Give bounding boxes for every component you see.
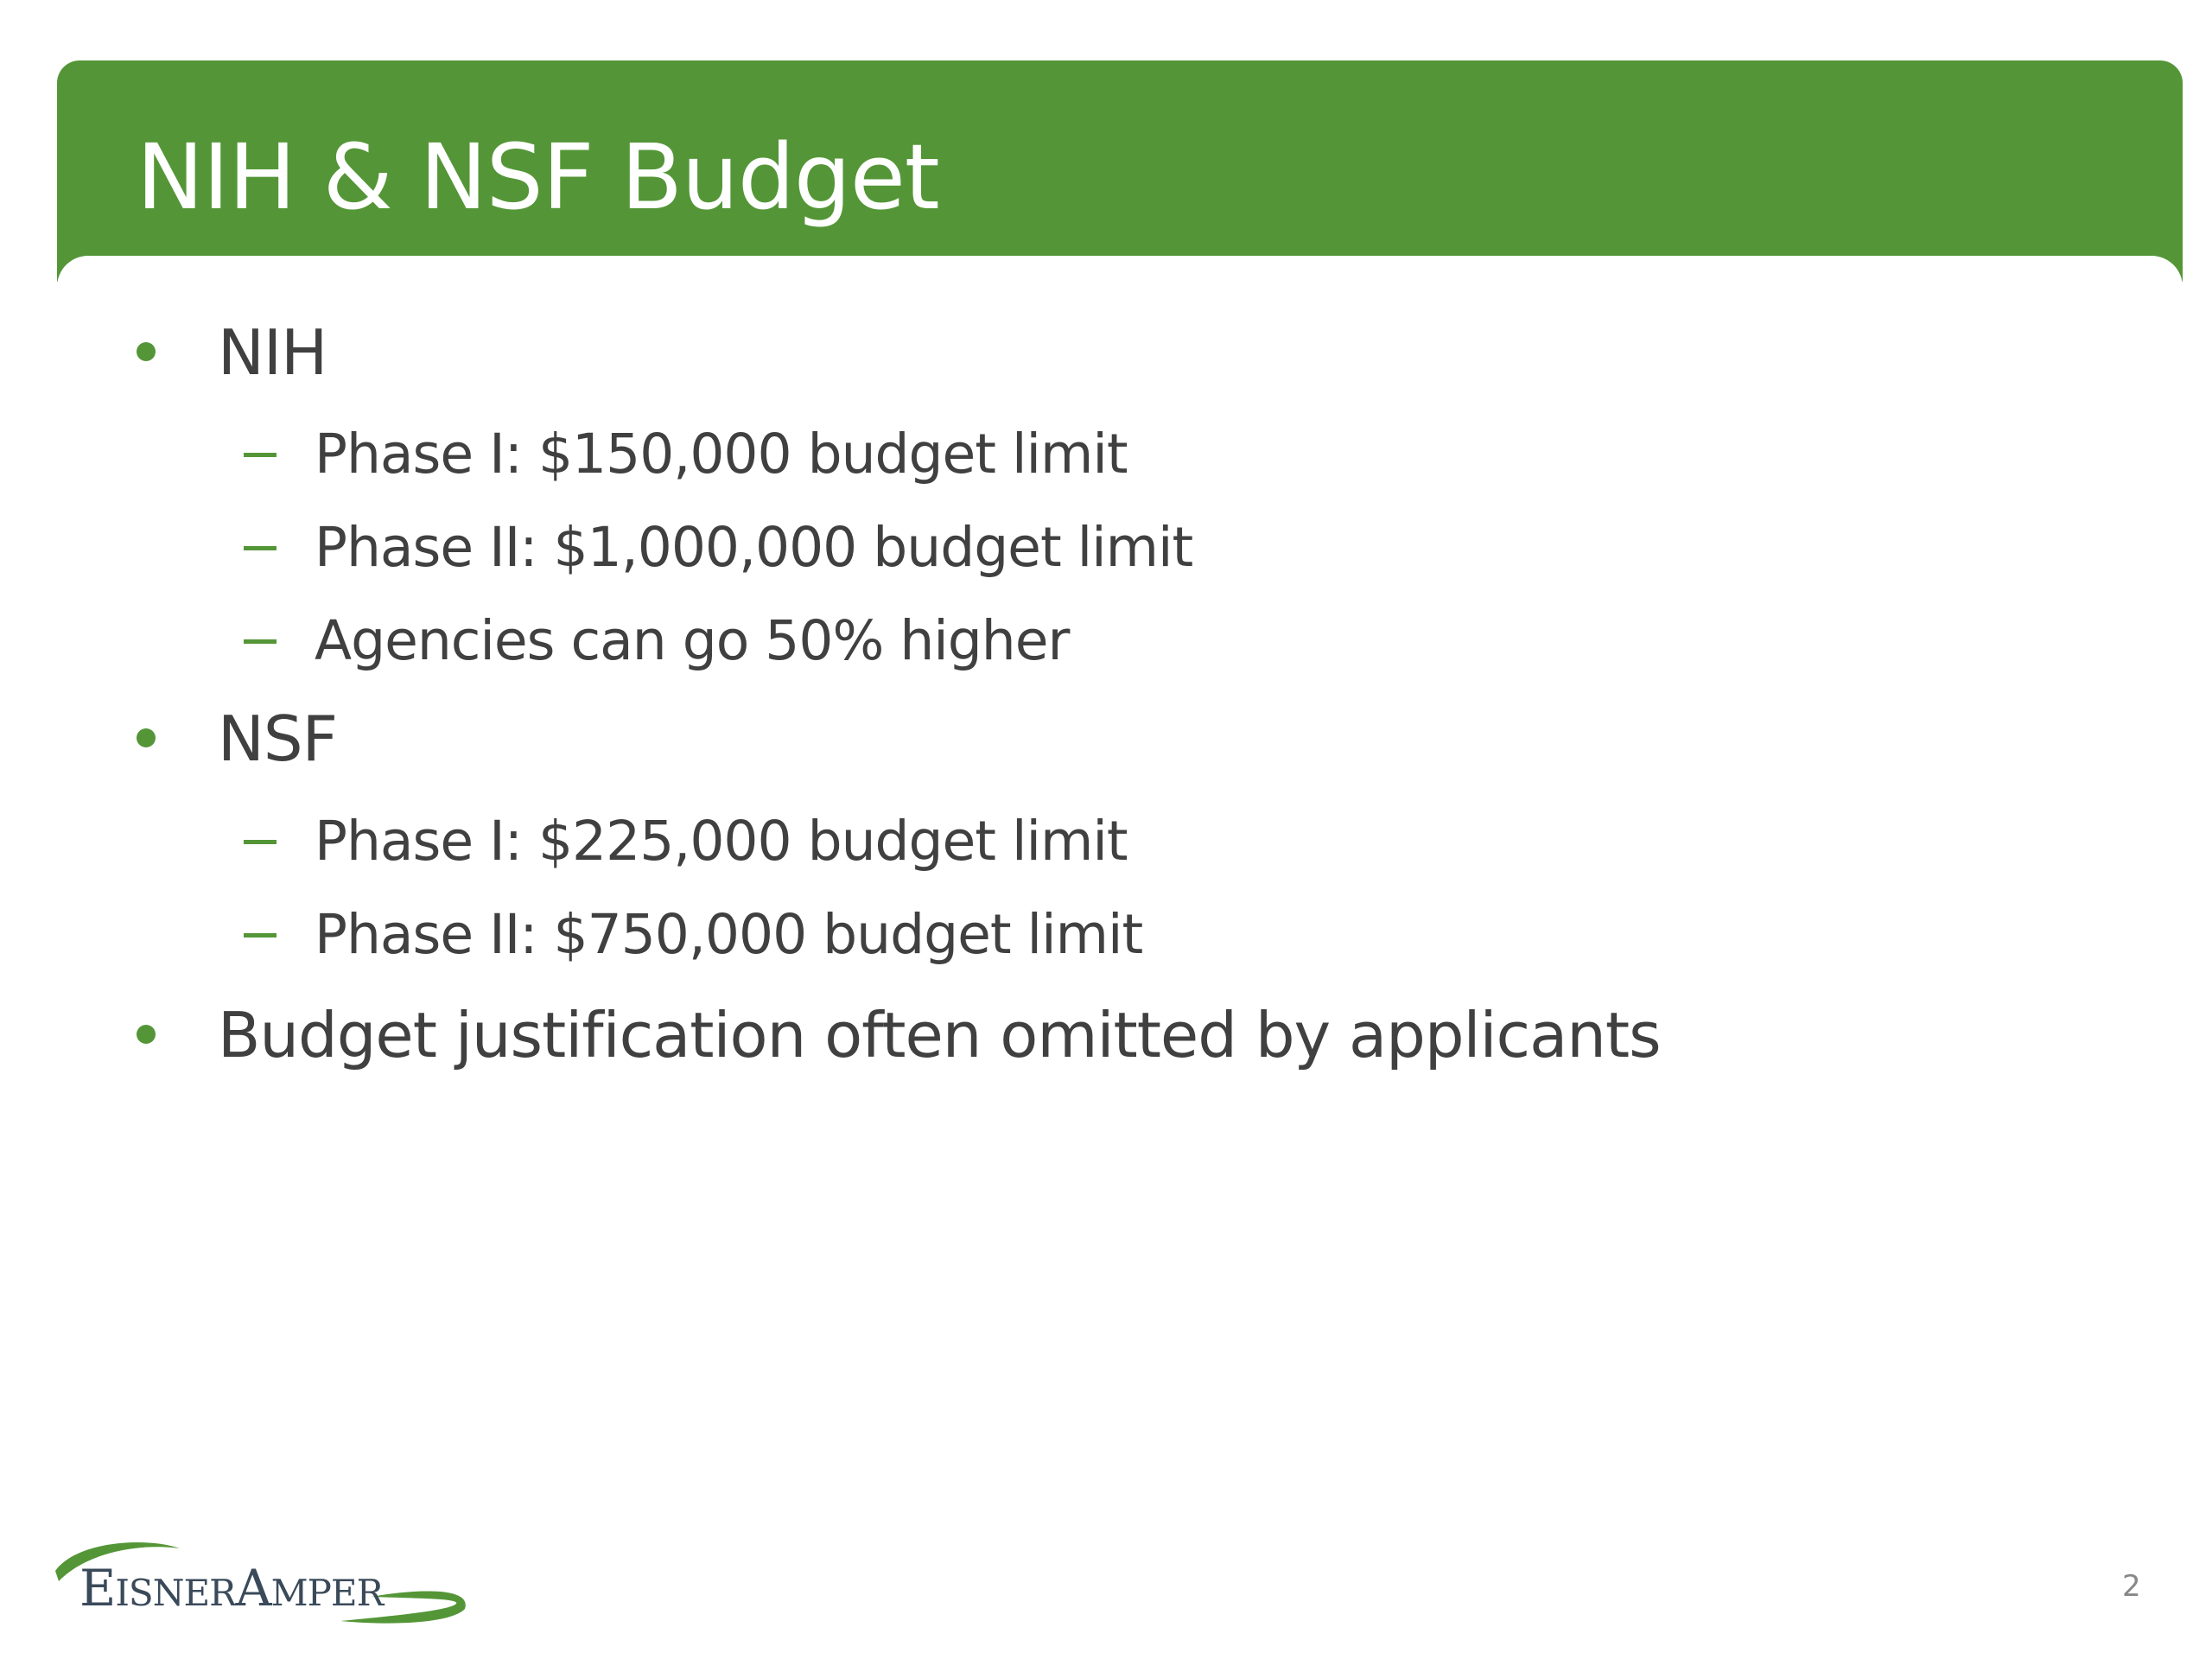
dash-icon xyxy=(244,840,276,844)
bullet-budget-justification: Budget justification often omitted by applicants xyxy=(218,999,1661,1071)
slide-title: NIH & NSF Budget xyxy=(137,124,939,230)
sub-bullet-nsf-phase-1: Phase I: $225,000 budget limit xyxy=(315,810,1128,873)
bullet-icon xyxy=(137,1025,156,1044)
dash-icon xyxy=(244,546,276,550)
sub-bullet-nih-agencies: Agencies can go 50% higher xyxy=(315,609,1070,672)
sub-bullet-nih-phase-2: Phase II: $1,000,000 budget limit xyxy=(315,516,1193,579)
bullet-nih: NIH xyxy=(218,316,327,389)
sub-bullet-nsf-phase-2: Phase II: $750,000 budget limit xyxy=(315,903,1143,966)
bullet-icon xyxy=(137,342,156,361)
dash-icon xyxy=(244,933,276,938)
svg-text:EISNERAMPER: EISNERAMPER xyxy=(79,1559,384,1618)
bullet-icon xyxy=(137,728,156,747)
sub-bullet-nih-phase-1: Phase I: $150,000 budget limit xyxy=(315,423,1128,486)
dash-icon xyxy=(244,453,276,457)
dash-icon xyxy=(244,639,276,644)
eisneramper-logo xyxy=(50,1529,482,1633)
page-number: 2 xyxy=(2122,1569,2141,1604)
bullet-nsf: NSF xyxy=(218,702,337,775)
